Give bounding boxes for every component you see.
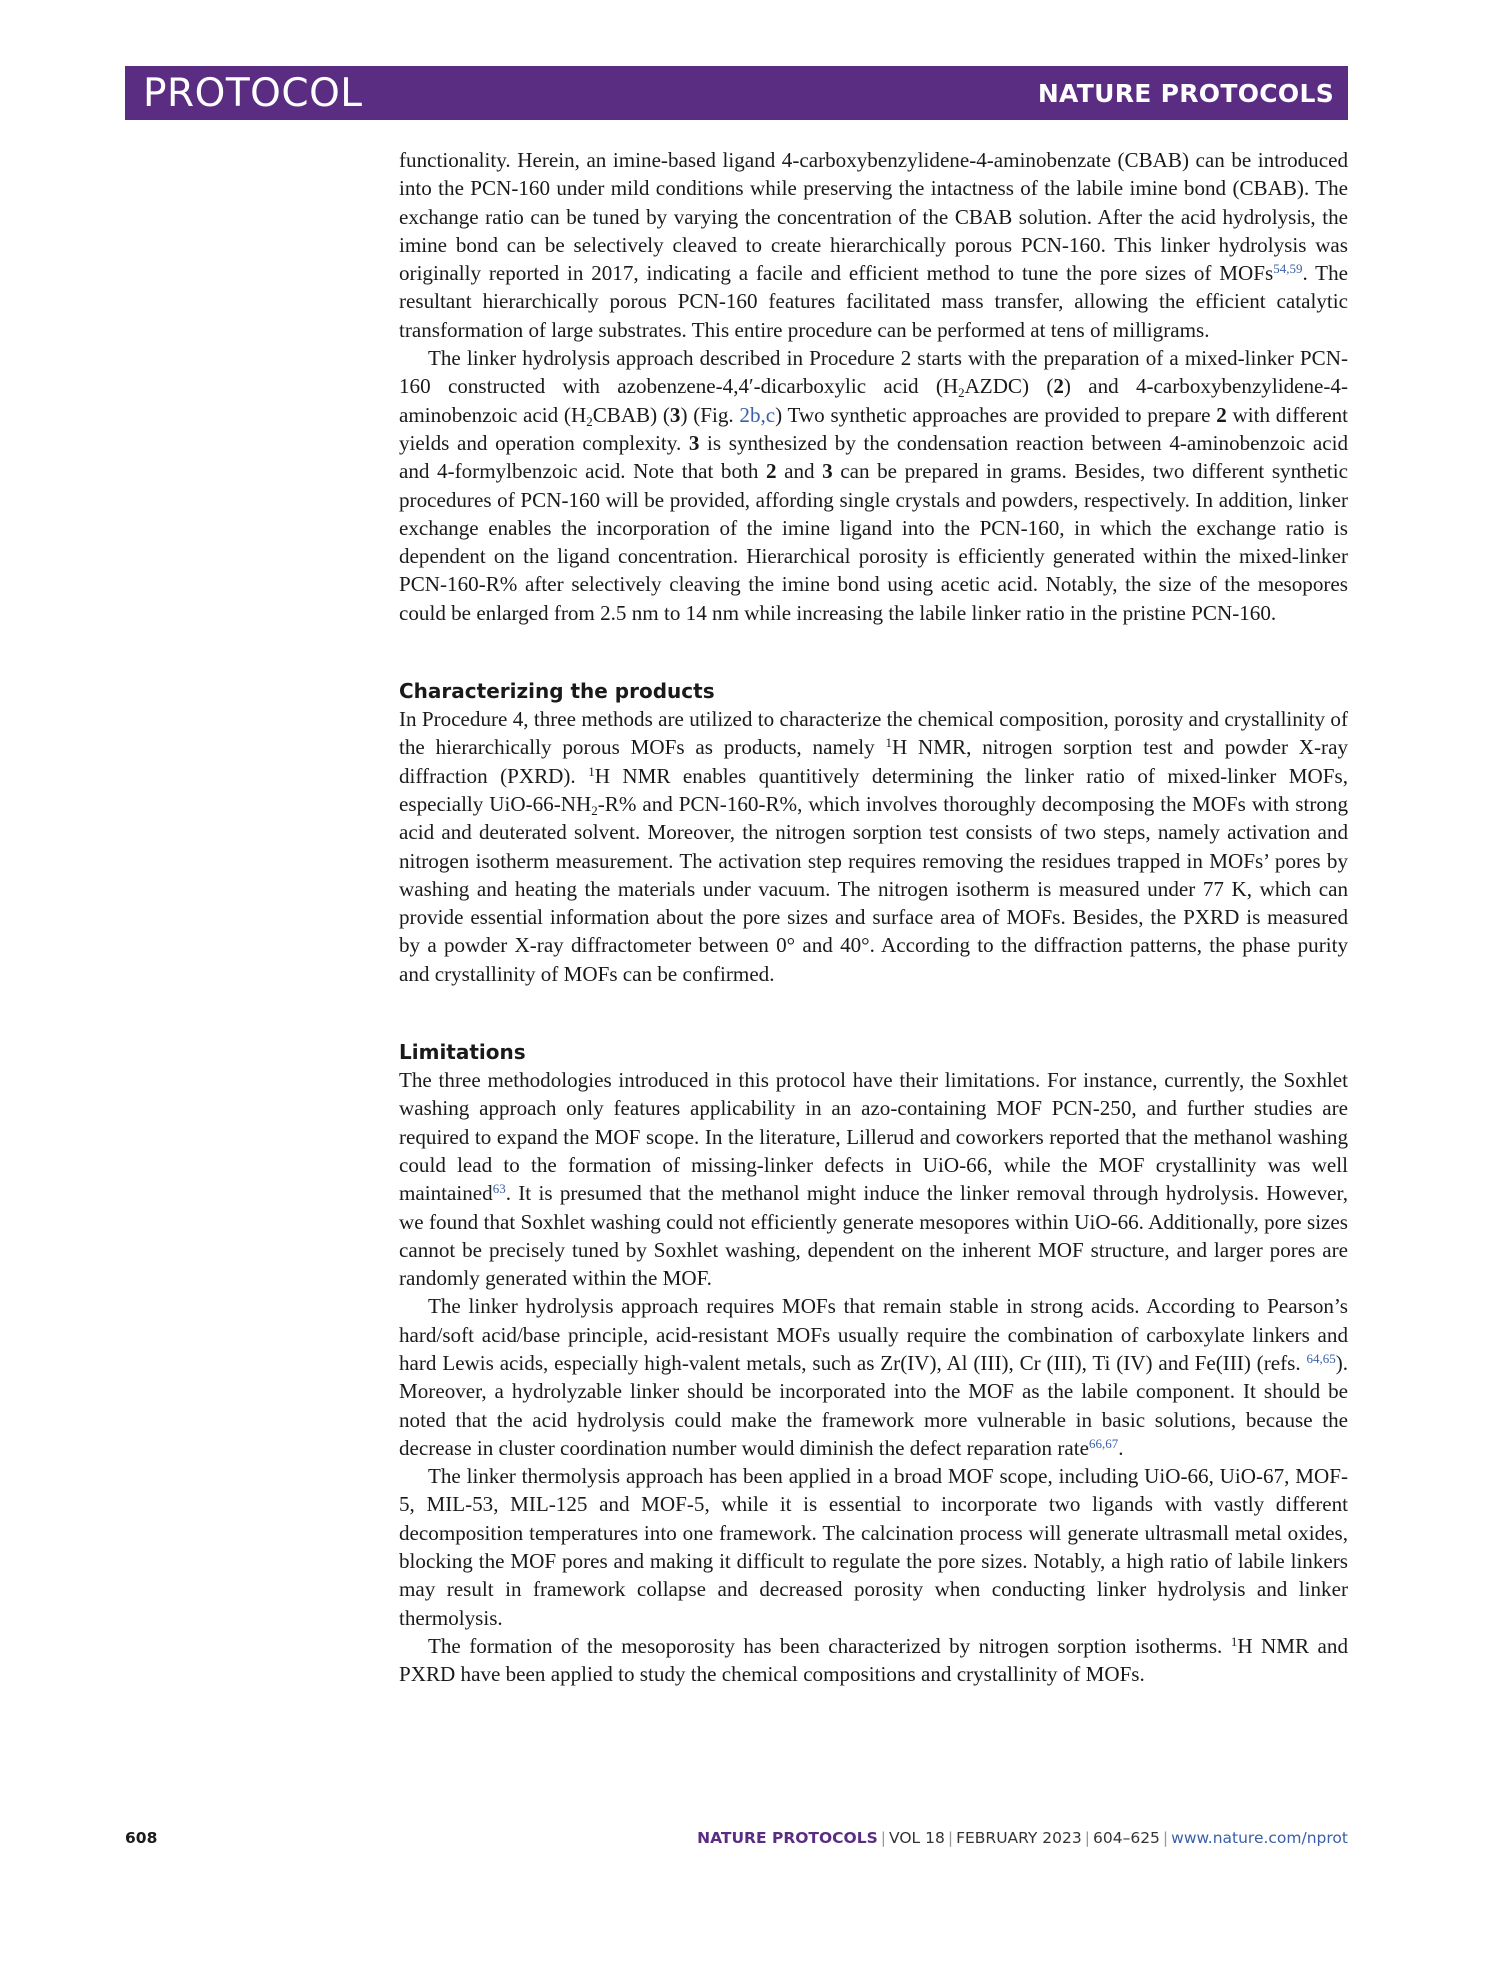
paragraph: functionality. Herein, an imine-based ligand 4-carboxybenzylidene-4-aminobenzate (CBAB) can be introduced into the PCN-160 under mild conditions while preserving the intactness of the labile imine bond (CBAB). The exchange ratio can be tuned by varying the concentration of the CBAB solution. After the acid hydrolysis, the imine bond can be selectively cleaved to create hierarchically porous PCN-160. This linker hydrolysis was originally reported in 2017, indicating a facile and efficient method to tune the pore sizes of MOFs$^{54,59}$. The resultant hierarchically porous PCN-160 features facilitated mass transfer, allowing the efficient catalytic transformation of large substrates. This entire procedure can be performed at tens of milligrams. xyxy=(399,148,1348,342)
citation-link[interactable]: 66,67 xyxy=(1088,1435,1119,1451)
paragraph: The formation of the mesoporosity has been characterized by nitrogen sorption isotherms. $^1$H NMR and PXRD have been applied to study the chemical compositions and crystallinity of MOFs. xyxy=(399,1633,1349,1687)
paragraph: The linker hydrolysis approach requires MOFs that remain stable in strong acids. According to Pearson’s hard/soft acid/base principle, acid-resistant MOFs usually require the combination of carboxylate linkers and hard Lewis acids, especially high-valent metals, such as Zr(IV), Al (III), Cr (III), Ti (IV) and Fe(III) (refs. $^{64,65}$). Moreover, a hydrolyzable linker should be incorporated into the MOF as the labile component. It should be noted that the acid hydrolysis could make the framework more vulnerable in basic solutions, because the decrease in cluster coordination number would diminish the defect reparation rate$^{66,67}$. xyxy=(399,1294,1348,1460)
section-label: PROTOCOL xyxy=(143,70,363,116)
page-header xyxy=(125,66,1348,120)
section-heading: Limitations xyxy=(399,1040,526,1065)
figure-link[interactable]: 2b,c xyxy=(739,402,776,427)
paragraph: The three methodologies introduced in this protocol have their limitations. For instance, currently, the Soxhlet washing approach only features applicability in an azo-containing MOF PCN-250, and further studies are required to expand the MOF scope. In the literature, Lillerud and coworkers reported that the methanol washing could lead to the formation of missing-linker defects in UiO-66, while the MOF crystallinity was well maintained$^{63}$. It is presumed that the methanol might induce the linker removal through hydrolysis. However, we found that Soxhlet washing could not efficiently generate mesopores within UiO-66. Additionally, pore sizes cannot be precisely tuned by Soxhlet washing, dependent on the inherent MOF structure, and larger pores are randomly generated within the MOF. xyxy=(399,1068,1348,1291)
footer-citation: NATURE PROTOCOLS | VOL 18 | FEBRUARY 2023 | 604–625 | www.nature.com/nprot xyxy=(697,1829,1348,1847)
paragraph: In Procedure 4, three methods are utilized to characterize the chemical composition, porosity and crystallinity of the hierarchically porous MOFs as products, namely $^1$H NMR, nitrogen sorption test and powder X-ray diffraction (PXRD). $^1$H NMR enables quantitively determining the linker ratio of mixed-linker MOFs, especially UiO-$66-NH_2-R\%$ and PCN-160-R%, which involves thoroughly decomposing the MOFs with strong acid and deuterated solvent. Moreover, the nitrogen sorption test consists of two steps, namely activation and nitrogen isotherm measurement. The activation step requires removing the residues trapped in MOFs’ pores by washing and heating the materials under vacuum. The nitrogen isotherm is measured under 77 K, which can provide essential information about the pore sizes and surface area of MOFs. Besides, the PXRD is measured by a powder X-ray diffractometer between 0° and 40°. According to the diffraction patterns, the phase purity and crystallinity of MOFs can be confirmed. xyxy=(399,707,1349,986)
citation-link[interactable]: 54,59 xyxy=(1273,261,1303,277)
article-body xyxy=(399,146,1348,1689)
paragraph: The linker hydrolysis approach described in Procedure 2 starts with the preparation of a mixed-linker PCN-160 constructed with azobenzene-4,4′-dicarboxylic acid $(H_2AZDC)$ (2) and 4-carboxybenzylidene-4-aminobenzoic acid $(H_2CBAB)$ (3) (Fig. 2b,c) Two synthetic approaches are provided to prepare 2 with different yields and operation complexity. 3 is synthesized by the condensation reaction between 4-aminobenzoic acid and 4-formylbenzoic acid. Note that both 2 and 3 can be prepared in grams. Besides, two different synthetic procedures of PCN-160 will be provided, affording single crystals and powders, respectively. In addition, linker exchange enables the incorporation of the imine ligand into the PCN-160, in which the exchange ratio is dependent on the ligand concentration. Hierarchical porosity is efficiently generated within the mixed-linker PCN-160-R% after selectively cleaving the imine bond using acetic acid. Notably, the size of the mesopores could be enlarged from 2.5 nm to 14 nm while increasing the labile linker ratio in the pristine PCN-160. xyxy=(399,346,1349,625)
paragraph: The linker thermolysis approach has been applied in a broad MOF scope, including UiO-66, UiO-67, MOF-5, MIL-53, MIL-125 and MOF-5, while it is essential to incorporate two ligands with vastly different decomposition temperatures into one framework. The calcination process will generate ultrasmall metal oxides, blocking the MOF pores and making it difficult to regulate the pore sizes. Notably, a high ratio of labile linkers may result in framework collapse and decreased porosity when conducting linker hydrolysis and linker thermolysis. xyxy=(399,1464,1348,1630)
journal-url-link[interactable]: www.nature.com/nprot xyxy=(1171,1829,1348,1847)
citation-link[interactable]: 64,65 xyxy=(1306,1350,1336,1366)
page-footer xyxy=(125,1829,1348,1853)
section-heading: Characterizing the products xyxy=(399,679,715,704)
citation-link[interactable]: 63 xyxy=(492,1181,506,1197)
journal-label: NATURE PROTOCOLS xyxy=(1037,78,1334,108)
page-number: 608 xyxy=(125,1829,158,1847)
